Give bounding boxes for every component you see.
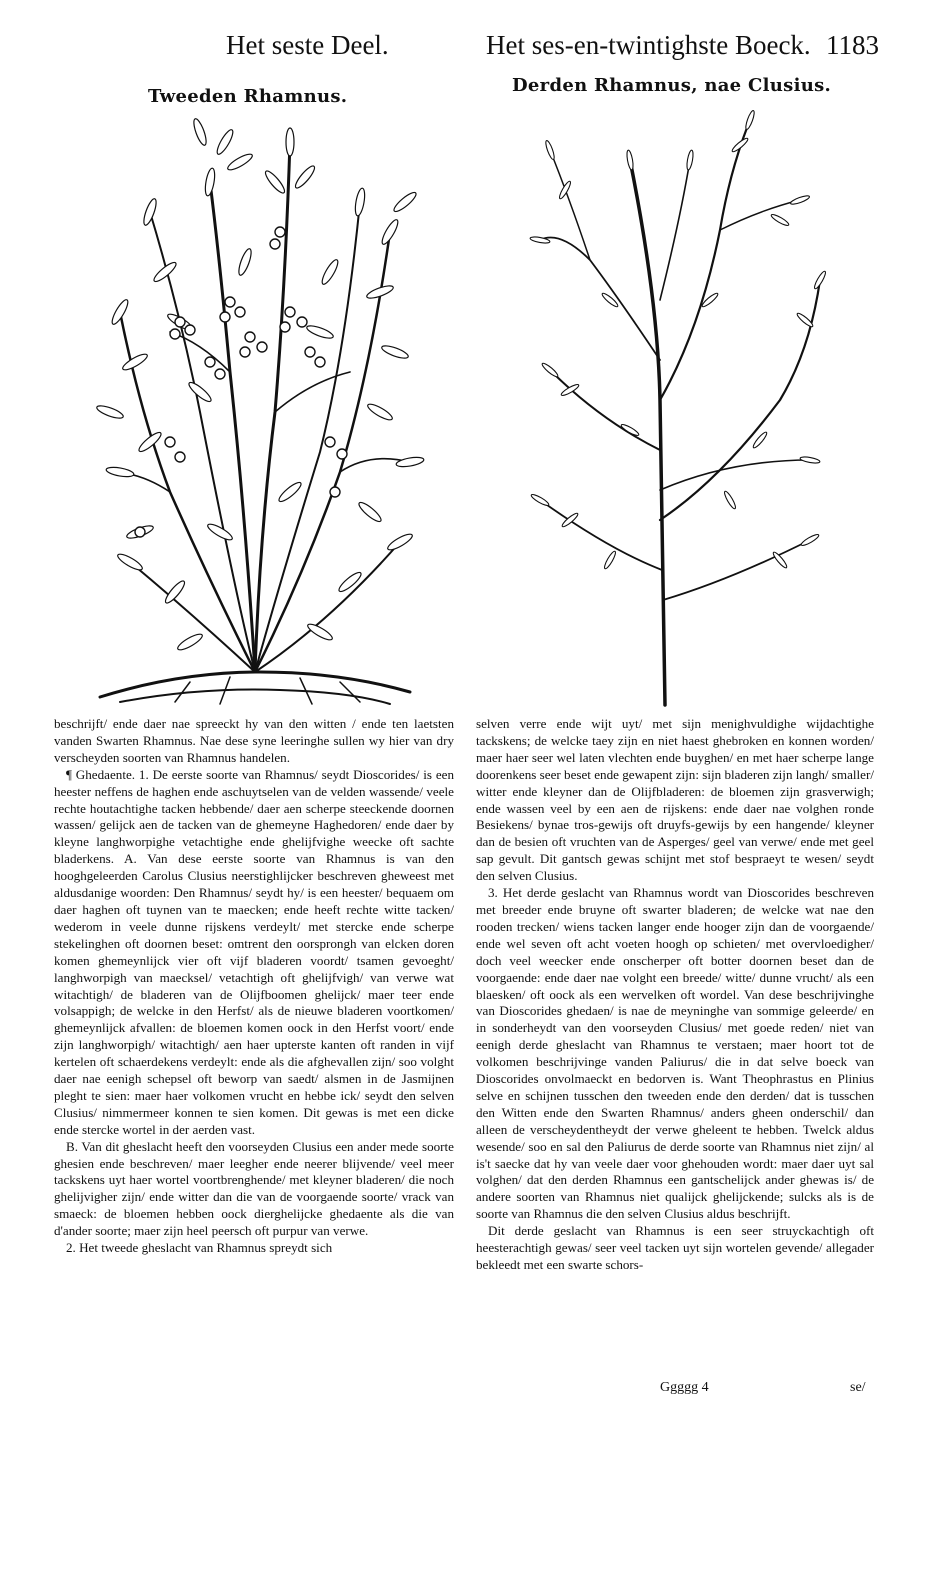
left-text-column bbox=[54, 716, 454, 1257]
narrow-leaves bbox=[530, 110, 827, 570]
left-paragraph: B. Van dit gheslacht heeft den voorseyden Clusius een ander mede soorte ghesien ende beschreven/ maer leegher ende neerer blijvende/ veel meer tackskens uyt haer wortel voortbrenghende/ met kleyner bladeren/ die noch ghelijvigher zijn/ ende witter dan die van de voorgaende soorte/ vrack van smaeck: de bloemen hebben oock dierghelijcke ghedaente als die van d'ander soorte; maer zijn heel peersch oft purpur van verwe. bbox=[54, 1138, 454, 1239]
right-paragraph: Dit derde geslacht van Rhamnus is een seer struyckachtigh oft heesterachtigh gewas/ seer veel tacken uyt sijn wortelen gevende/ allegader bekleedt met een swarte schors- bbox=[476, 1223, 874, 1272]
right-paragraph: 3. Het derde geslacht van Rhamnus wordt van Dioscorides beschreven met breeder ende bruyne oft swarter bladeren; de welcke wat nae den rooden trecken/ wiens tacken langer ende hooger zijn dan de voorgaende/ ende wel seven oft acht voeten hoogh op schieten/ met overvloedigher/ doch veel weecker ende onscherper oft botter doornen beset dan de voorgaende: ende daer nae volght een breede/ witte/ dunne vrucht/ als een blaesken/ oft oock als een wervelken oft wordel. Van dese beschrijvinghe van Dioscorides ghedaen/ is nae de meyninghe van sommige geleerde/ en in sonderheydt van den voorseyden Clusius/ met goede reden/ niet van eenigh derde gheslacht van Rhamnus te verstaen; maer hoort tot de volkomen beschrijvinge vanden Paliurus/ die in dat selve boeck van Dioscorides onvolmaeckt en bedorven is. Want Theophrastus en Plinius selve en schijnen tusschen den tweeden ende den derden/ dat is tusschen den Witten ende den Swarten Rhamnus/ anders gheen onderschil/ dan alleen de verscheydentheydt der verwe gheleent te hebben. Twelck aldus wesende/ soo en sal den Paliurus de derde soorte van Rhamnus niet zijn/ al is't saecke dat hy van veele daer voor ghehouden wordt: maer daer uyt sal volghen/ dat den derden Rhamnus een gantschelijck ander ghewas is/ de andere soorten van Rhamnus niet qualijck ghelijckende; sulcks als is de soorte van Rhamnus die den selven Clusius aldus beschrijft. bbox=[476, 885, 874, 1222]
left-running-title: Het seste Deel. bbox=[226, 30, 389, 60]
right-figure-caption: Derden Rhamnus, nae Clusius. bbox=[512, 75, 832, 96]
right-paragraph: selven verre ende wijt uyt/ met sijn menighvuldighe wijdachtighe tackskens; de welcke taey zijn en niet haest ghebroken en konnen worden/ maer haer seer wel laten vlechten ende buyghen/ en met haer scherpe lange doorenkens seer beset ende gewapent zijn: sijn bladeren zijn langh/ smaller/ witter ende kleyner dan de Olijfbladeren: de bloemen zijn grasverwigh; ende wassen veel by een aen de rijskens: ende daer nae volghen ronde Besiekens/ bynae tros-gewijs oft druyfs-gewijs by een hangende/ kleyner dan de besien oft vruchten van de Asperges/ geel van verwe/ ende met geel sap gevult. Dit gantsch gewas schijnt met stof bespraeyt te wesen/ seydt den selven Clusius. bbox=[476, 716, 874, 884]
left-paragraph: 2. Het tweede gheslacht van Rhamnus spreydt sich bbox=[66, 1240, 333, 1256]
left-figure-caption: Tweeden Rhamnus. bbox=[148, 86, 348, 107]
right-plant-woodcut bbox=[510, 100, 840, 710]
left-paragraph: beschrijft/ ende daer nae spreeckt hy van den witten / ende ten laetsten vanden Swarten Rhamnus. Nae dese syne leeringhe sullen wy hier van dry verscheyden soorten van Rhamnus handelen. bbox=[54, 716, 454, 765]
left-plant-woodcut bbox=[80, 112, 440, 712]
page-number: 1183 bbox=[826, 30, 879, 60]
catchword: se/ bbox=[850, 1380, 866, 1395]
signature-mark: Ggggg 4 bbox=[660, 1380, 709, 1395]
right-running-title: Het ses-en-twintighste Boeck. bbox=[486, 30, 811, 60]
left-paragraph: ¶ Ghedaente. 1. De eerste soorte van Rhamnus/ seydt Dioscorides/ is een heester neffens de haghen ende aschuytselen van de velden wassende/ veele rechte houtachtighe tacken hebbende/ daer aen scherpe steeckende doornen wassen/ gelijck aen de tacken van de ghemeyne Haghedoren/ ende daer by kleyne langhworpighe vetachtighe ende ghelijfvighe weecke oft sachte bladerkens. A. Van dese eerste soorte van Rhamnus is van den hooghgeleerden Carolus Clusius neerstighlijcker beschreven gheweest met aldusdanige woorden: Den Rhamnus/ seydt hy/ is een heester/ bequaem om daer haghen oft tuynen van te maecken; ende heeft rechte witte tacken/ wederom in veele dunne rijskens verdeylt/ met stercke ende scherpe stekelinghen oft doornen beset: omtrent den oorsprongh van elcken doren komen ghemeynlijck vier oft vijf bladeren voordt/ tsamen gevoeght/ langhworpigh van maecksel/ vetachtigh oft ghelijfvigh/ van verwe wat witachtigh/ de bladeren van de Olijfboomen ghelijck/ maer teer ende volsappigh; de welcke in den Herfst/ als de nieuwe bladeren voortkomen/ ghemeynlijck afvallen: de bloemen komen oock in den Herfst voort/ ende zijn langhworpigh/ witachtigh/ aen haer upterste kanten oft randen in vijf kertelen oft schaerdekens verdeylt: ende als die afghevallen zijn/ soo volght daer nae eenigh schepsel oft beworp van saedt/ alsmen in de Jasmijnen pleght te sien: maer haer volkomen vrucht en hebbe ick/ seydt den selven Clusius/ nimmermeer konnen te sien komen. Dit gewas is met een dicke ende stercke wortel in der aerden vast. bbox=[54, 766, 454, 1137]
right-text-column bbox=[476, 716, 874, 1274]
